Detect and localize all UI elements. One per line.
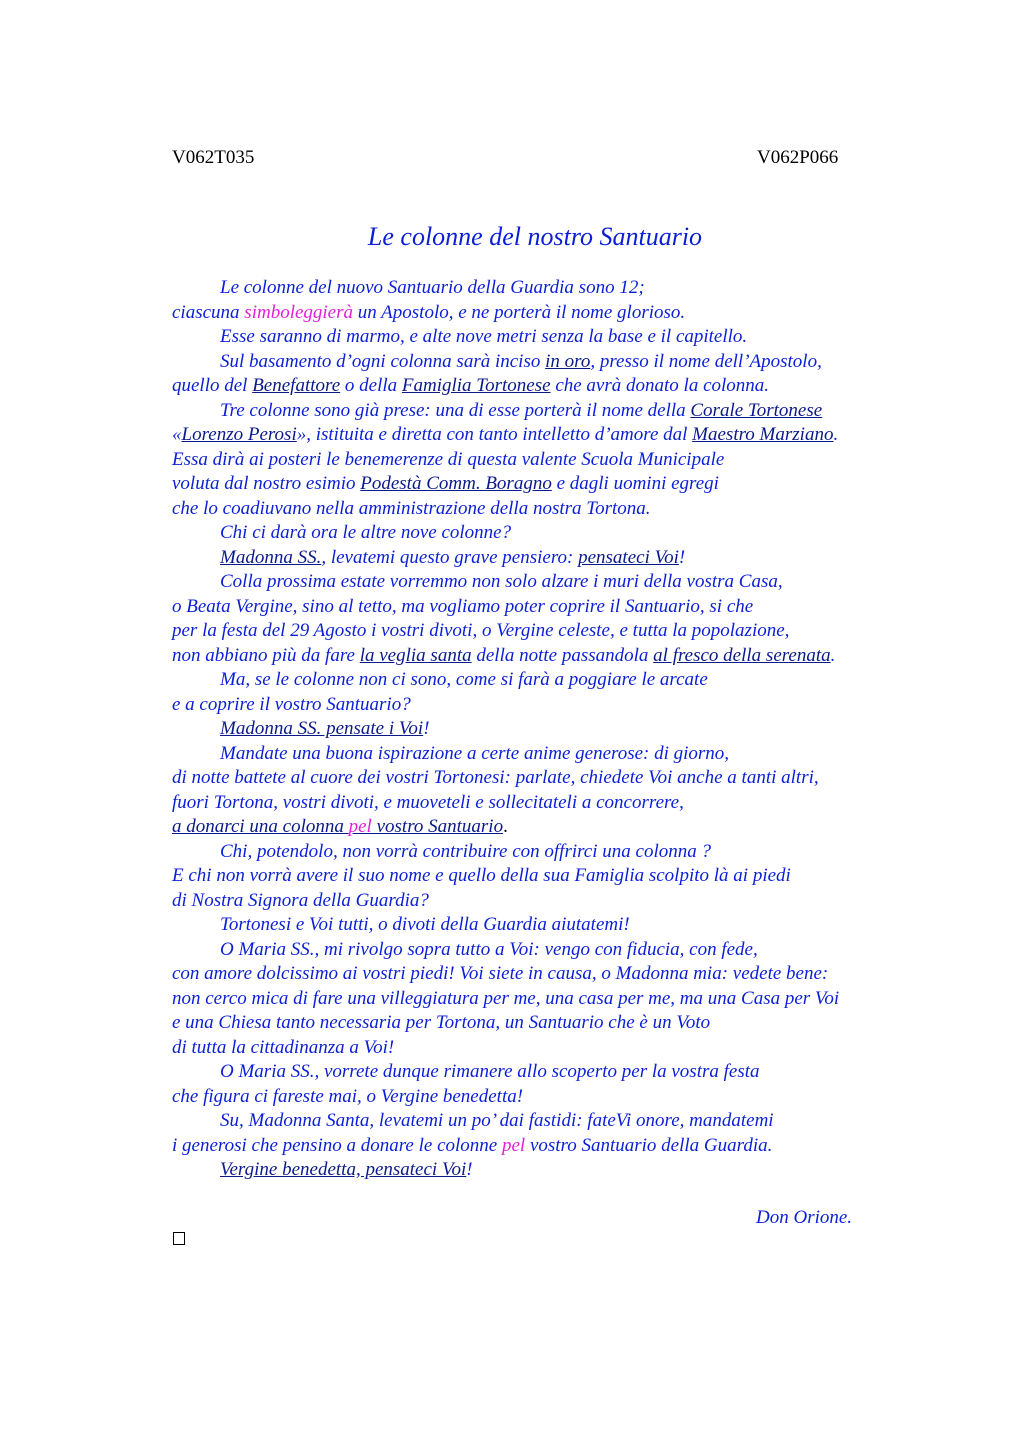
square-marker-icon <box>173 1232 185 1245</box>
text-line: Su, Madonna Santa, levatemi un po’ dai fastidi: fateVi onore, mandatemi <box>220 1110 774 1131</box>
text-line: Tortonesi e Voi tutti, o divoti della Guardia aiutatemi! <box>220 914 630 935</box>
text-line: i generosi che pensino a donare le colonne pel vostro Santuario della Guardia. <box>172 1134 773 1156</box>
text-line: Essa dirà ai posteri le benemerenze di questa valente Scuola Municipale <box>172 448 725 470</box>
text-line: Le colonne del nuovo Santuario della Guardia sono 12; <box>220 277 645 298</box>
document-code-right: V062P066 <box>757 147 839 168</box>
text-line: o Beata Vergine, sino al tetto, ma vogliamo poter coprire il Santuario, si che <box>172 595 754 617</box>
text-line: O Maria SS., mi rivolgo sopra tutto a Voi: vengo con fiducia, con fede, <box>220 938 758 960</box>
text-line: Mandate una buona ispirazione a certe anime generose: di giorno, <box>220 742 730 764</box>
text-line: con amore dolcissimo ai vostri piedi! Voi siete in causa, o Madonna mia: vedete bene: <box>172 963 829 984</box>
text-line: e una Chiesa tanto necessaria per Tortona, un Santuario che è un Voto <box>172 1012 711 1033</box>
text-line: fuori Tortona, vostri divoti, e muoveteli e sollecitateli a concorrere, <box>172 791 684 813</box>
text-line: O Maria SS., vorrete dunque rimanere allo scoperto per la vostra festa <box>220 1061 760 1082</box>
text-line: che figura ci fareste mai, o Vergine benedetta! <box>172 1085 524 1107</box>
text-line: Madonna SS. pensate i Voi! <box>220 718 430 739</box>
text-line: Tre colonne sono già prese: una di esse porterà il nome della Corale Tortonese <box>220 399 823 421</box>
signature: Don Orione. <box>756 1207 853 1228</box>
text-line: che lo coadiuvano nella amministrazione della nostra Tortona. <box>172 497 651 519</box>
text-line: Sul basamento d’ogni colonna sarà inciso in oro, presso il nome dell’Apostolo, <box>220 350 822 372</box>
text-line: per la festa del 29 Agosto i vostri divoti, o Vergine celeste, e tutta la popolazione, <box>172 620 790 641</box>
text-line: «Lorenzo Perosi», istituita e diretta con tanto intelletto d’amore dal Maestro Marziano. <box>172 424 839 445</box>
text-line: di tutta la cittadinanza a Voi! <box>172 1036 395 1058</box>
text-line: ciascuna simboleggierà un Apostolo, e ne porterà il nome glorioso. <box>172 301 686 323</box>
letter-body <box>172 276 932 1183</box>
text-line: quello del Benefattore o della Famiglia Tortonese che avrà donato la colonna. <box>172 375 770 396</box>
text-line: e a coprire il vostro Santuario? <box>172 693 411 715</box>
text-line: non cerco mica di fare una villeggiatura per me, una casa per me, ma una Casa per Voi <box>172 987 840 1009</box>
text-line: E chi non vorrà avere il suo nome e quello della sua Famiglia scolpito là ai piedi <box>172 865 791 886</box>
text-line: di notte battete al cuore dei vostri Tortonesi: parlate, chiedete Voi anche a tanti altri, <box>172 767 819 788</box>
document-code-left: V062T035 <box>172 147 255 168</box>
text-line: Esse saranno di marmo, e alte nove metri senza la base e il capitello. <box>220 326 748 347</box>
text-line: a donarci una colonna pel vostro Santuario. <box>172 816 508 837</box>
text-line: di Nostra Signora della Guardia? <box>172 889 429 911</box>
text-line: Madonna SS., levatemi questo grave pensiero: pensateci Voi! <box>220 546 686 568</box>
text-line: Chi, potendolo, non vorrà contribuire con offrirci una colonna ? <box>220 840 711 862</box>
text-line: Vergine benedetta, pensateci Voi! <box>220 1159 473 1180</box>
text-line: voluta dal nostro esimio Podestà Comm. Boragno e dagli uomini egregi <box>172 473 719 494</box>
text-line: Colla prossima estate vorremmo non solo alzare i muri della vostra Casa, <box>220 571 783 592</box>
page-title: Le colonne del nostro Santuario <box>367 222 703 251</box>
text-line: Chi ci darà ora le altre nove colonne? <box>220 522 512 543</box>
text-line: non abbiano più da fare la veglia santa della notte passandola al fresco della serenata. <box>172 644 836 666</box>
text-line: Ma, se le colonne non ci sono, come si farà a poggiare le arcate <box>220 669 708 690</box>
